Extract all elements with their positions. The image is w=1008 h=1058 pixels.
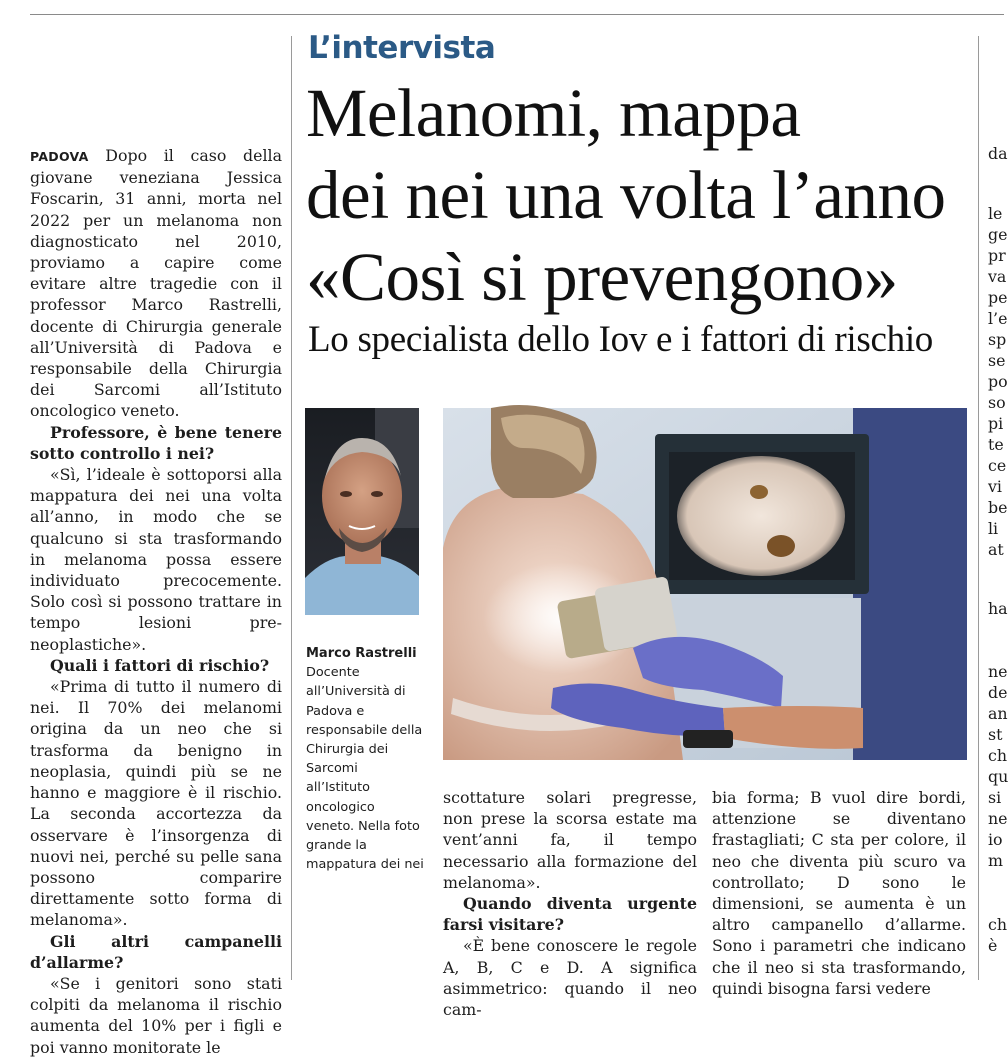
fragment: li <box>988 519 999 538</box>
headline-line-3: «Così si prevengono» <box>306 239 898 315</box>
headline-line-1: Melanomi, mappa <box>306 75 801 151</box>
fragment: m <box>988 851 1003 870</box>
fragment: sp <box>988 330 1007 349</box>
headline <box>306 72 986 318</box>
answer-1: «Sì, l’ideale è sottoporsi alla mappatura dei nei una volta all’anno, in modo che se qualcuno si sta trasformando in melanoma possa essere individuato precocemente. Solo così si possono trattare in tempo lesioni pre-neoplastiche». <box>30 465 282 654</box>
fragment: le <box>988 204 1003 223</box>
answer-3-continued: scottature solari pregresse, non prese la scorsa estate ma vent’anni fa, il tempo necessario alla formazione del melanoma». <box>443 788 697 892</box>
fragment: da <box>988 144 1008 163</box>
caption-name: Marco Rastrelli <box>306 646 417 661</box>
article-column-2 <box>443 787 697 1020</box>
answer-3: «Se i genitori sono stati colpiti da melanoma il rischio aumenta del 10% per i figli e poi vanno monitorate le <box>30 973 282 1057</box>
fragment: ha <box>988 599 1008 618</box>
headline-line-2: dei nei una volta l’anno <box>306 157 946 233</box>
dateline: PADOVA <box>30 149 89 164</box>
fragment: de <box>988 683 1008 702</box>
top-rule <box>30 14 1004 15</box>
article-column-1 <box>30 145 282 1058</box>
fragment: pi <box>988 414 1004 433</box>
fragment: l’e <box>988 309 1008 328</box>
answer-2: «Prima di tutto il numero di nei. Il 70% dei melanomi origina da un neo che si trasforma da benigno in neoplasia, quindi più se ne hanno e maggiore è il rischio. La seconda accortezza da osservare è l’insorgenza di nuovi nei, perché su pelle sana possono comparire direttamente sotto forma di melanoma». <box>30 677 282 930</box>
fragment: at <box>988 540 1004 559</box>
fragment: po <box>988 372 1008 391</box>
photo-caption <box>306 644 424 874</box>
column-divider-left <box>291 36 292 980</box>
portrait-photo <box>305 408 419 615</box>
answer-4-continued: bia forma; B vuol dire bordi, attenzione se diventano frastagliati; C sta per colore, il neo che diventa più scuro va controllato; D sono le dimensioni, se aumenta è un altro campanello d’allarme. Sono i parametri che indicano che il neo si sta trasformando, quindi bisogna farsi vedere <box>712 788 966 998</box>
fragment: te <box>988 435 1004 454</box>
fragment: ce <box>988 456 1007 475</box>
intro-paragraph <box>30 145 282 422</box>
question-1: Professore, è bene tenere sotto controllo i nei? <box>30 422 282 463</box>
caption-text: Docente all’Università di Padova e responsabile della Chirurgia dei Sarcomi all’Istituto oncologico veneto. Nella foto grande la mappatura dei nei <box>306 665 424 873</box>
fragment: so <box>988 393 1006 412</box>
question-2: Quali i fattori di rischio? <box>50 655 270 675</box>
kicker: L’intervista <box>308 30 496 66</box>
fragment: be <box>988 498 1008 517</box>
question-3: Gli altri campanelli d’allarme? <box>30 931 282 972</box>
fragment: vi <box>988 477 1002 496</box>
question-4: Quando diventa urgente farsi visitare? <box>443 894 697 935</box>
fragment: ne <box>988 809 1008 828</box>
fragment: io <box>988 830 1003 849</box>
fragment: an <box>988 704 1008 723</box>
article-column-4-clipped <box>988 140 1008 980</box>
fragment: va <box>988 267 1007 286</box>
article-column-3 <box>712 787 966 999</box>
subheadline: Lo specialista dello Iov e i fattori di rischio <box>308 319 933 360</box>
fragment: se <box>988 351 1006 370</box>
fragment: ge <box>988 225 1008 244</box>
fragment: qu <box>988 767 1008 786</box>
fragment: ch <box>988 915 1008 934</box>
main-photo <box>443 408 967 760</box>
intro-text: Dopo il caso della giovane veneziana Jessica Foscarin, 31 anni, morta nel 2022 per un melanoma non diagnosticato nel 2010, proviamo a capire come evitare altre tragedie con il professor Marco Rastrelli, docente di Chirurgia generale all’Università di Padova e responsabile della Chirurgia dei Sarcomi all’Istituto oncologico veneto. <box>30 146 282 421</box>
fragment: st <box>988 725 1003 744</box>
fragment: pe <box>988 288 1008 307</box>
fragment: si <box>988 788 1002 807</box>
fragment: è <box>988 936 998 955</box>
fragment: ch <box>988 746 1008 765</box>
answer-4: «È bene conoscere le regole A, B, C e D. A significa asimmetrico: quando il neo cam- <box>443 936 697 1020</box>
fragment: ne <box>988 662 1008 681</box>
fragment: pr <box>988 246 1006 265</box>
